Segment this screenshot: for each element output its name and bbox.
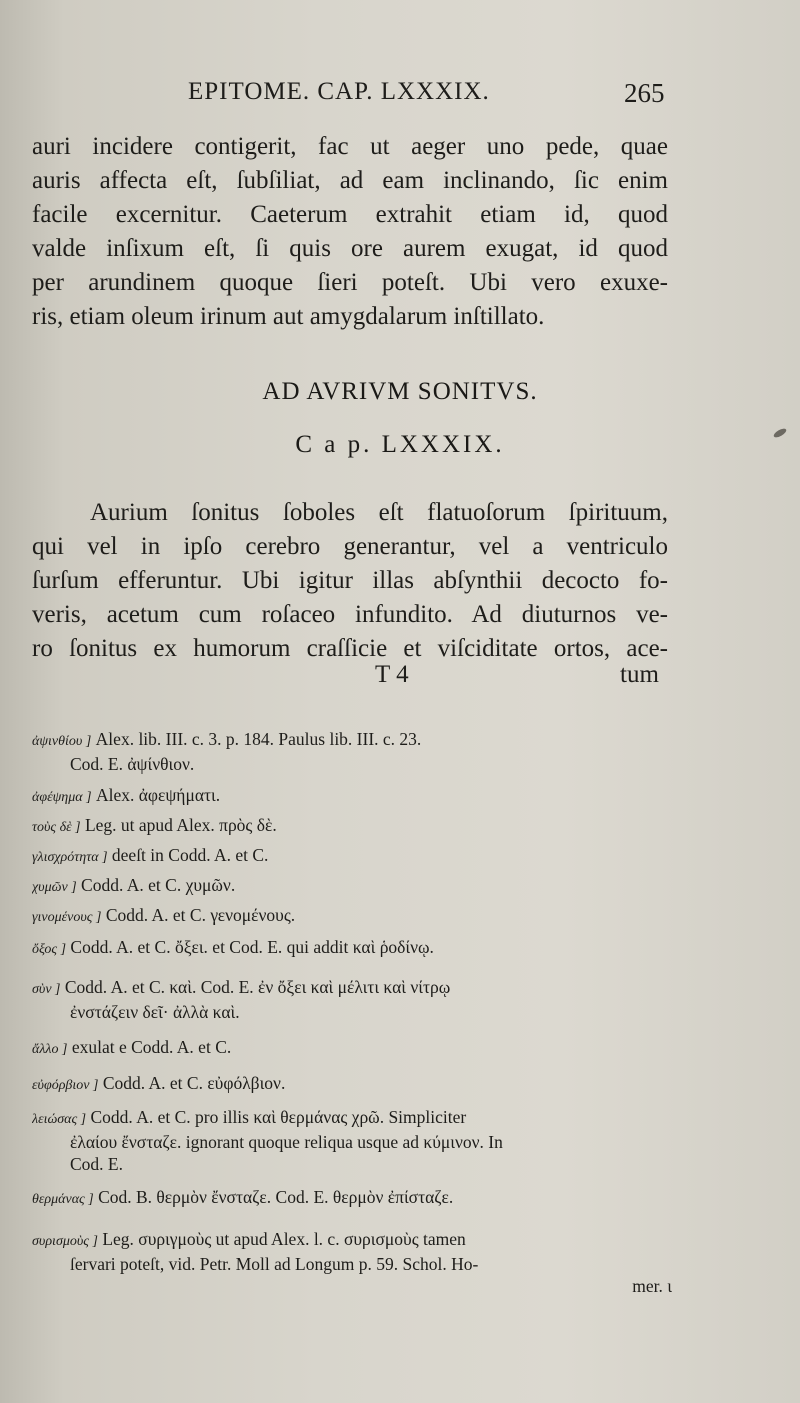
text-line: veris, acetum cum roſaceo infundito. Ad diuturnos ve- — [32, 601, 668, 628]
text-line: facile excernitur. Caeterum extrahit etiam id, quod — [32, 201, 668, 228]
footnote-text: Codd. A. et C. γενομένους. — [105, 905, 296, 925]
chapter-paragraph — [32, 496, 668, 666]
text-line: per arundinem quoque ſieri poteſt. Ubi vero exuxe- — [32, 269, 668, 296]
footnote — [32, 728, 672, 775]
footnote-lemma: χυμῶν ] — [32, 880, 77, 895]
footnote-text: exulat e Codd. A. et C. — [71, 1037, 232, 1057]
section-title: AD AVRIVM SONITVS. — [262, 378, 538, 405]
footnote-lemma: συρισμοὺς ] — [32, 1234, 98, 1249]
footnote — [32, 904, 672, 929]
footnote-lemma: θερμάνας ] — [32, 1192, 94, 1207]
signature-mark: T 4 — [375, 661, 409, 688]
paragraph-continuation — [32, 130, 668, 334]
footnote-lemma: γινομένους ] — [32, 910, 102, 925]
footnote-text: Codd. A. et C. καὶ. Cod. E. ἐν ὄξει καὶ μέλιτι καὶ νίτρῳ — [64, 977, 451, 997]
footnote-text: ἐλαίου ἔνσταζε. ignorant quoque reliqua usque ad κύμινον. In — [70, 1132, 503, 1152]
footnote-text: Codd. A. et C. ὄξει. et Cod. E. qui addit καὶ ῥοδίνῳ. — [70, 937, 434, 957]
footnote-text: Leg. συριγμοὺς ut apud Alex. l. c. συρισμοὺς tamen — [102, 1229, 466, 1249]
footnote — [32, 1106, 672, 1175]
text-line: valde inſixum eſt, ſi quis ore aurem exugat, id quod — [32, 235, 668, 262]
footnote-text: Leg. ut apud Alex. πρὸς δὲ. — [84, 815, 277, 835]
footnote-lemma: εὐφόρβιον ] — [32, 1078, 99, 1093]
footnote-lemma: τοὺς δὲ ] — [32, 820, 81, 835]
footnote-text: Alex. ἀφεψήματι. — [95, 785, 221, 805]
footnote-text: Codd. A. et C. εὐφόλβιον. — [102, 1073, 286, 1093]
footnote-lemma: ἀφέψημα ] — [32, 790, 92, 805]
footnote-text: Codd. A. et C. pro illis καὶ θερμάνας χρῶ. Simpliciter — [90, 1107, 467, 1127]
text-line: auri incidere contigerit, fac ut aeger uno pede, quae — [32, 133, 668, 160]
footnote-text: Cod. B. θερμὸν ἔνσταζε. Cod. E. θερμὸν ἐπίσταζε. — [98, 1187, 454, 1207]
text-line: qui vel in ipſo cerebro generantur, vel a ventriculo — [32, 533, 668, 560]
footnote-lemma: λειώσας ] — [32, 1112, 87, 1127]
footnote-text: Cod. E. — [70, 1154, 123, 1174]
footnote — [32, 1186, 672, 1211]
text-line: auris affecta eſt, ſubſiliat, ad eam inclinando, ſic enim — [32, 167, 668, 194]
text-line: ro ſonitus ex humorum craſſicie et viſciditate ortos, ace- — [32, 635, 668, 662]
text-line: ſurſum efferuntur. Ubi igitur illas abſynthii decocto fo- — [32, 567, 668, 594]
footnote — [32, 814, 672, 839]
footnote-text: Cod. E. ἀψίνθιον. — [70, 754, 195, 774]
footnote-lemma: ἀψινθίου ] — [32, 734, 92, 749]
catchword: tum — [620, 661, 659, 688]
footnote-text: Alex. lib. III. c. 3. p. 184. Paulus lib. III. c. 23. — [95, 729, 422, 749]
footnote-text: ἐνστάζειν δεῖ· ἀλλὰ καὶ. — [70, 1002, 240, 1022]
footnote-lemma: σὺν ] — [32, 982, 61, 997]
footnote — [32, 1036, 672, 1061]
footnote — [32, 976, 672, 1023]
footnote-text: mer. ι — [632, 1276, 672, 1296]
footnote — [32, 1072, 672, 1097]
text-line: ris, etiam oleum irinum aut amygdalarum inſtillato. — [32, 303, 545, 330]
page-number: 265 — [624, 78, 665, 108]
footnote-text: ſervari poteſt, vid. Petr. Moll ad Longum p. 59. Schol. Ho- — [70, 1254, 479, 1274]
footnote — [32, 844, 672, 869]
footnote — [32, 936, 672, 961]
footnote-lemma: γλισχρότητα ] — [32, 850, 108, 865]
footnote-lemma: ἄλλο ] — [32, 1042, 68, 1057]
text-line: Aurium ſonitus ſoboles eſt flatuoſorum ſpirituum, — [90, 499, 668, 526]
running-head-title: EPITOME. CAP. LXXXIX. — [188, 78, 490, 105]
footnote-text: deeſt in Codd. A. et C. — [111, 845, 269, 865]
footnote — [32, 874, 672, 899]
running-head — [0, 78, 800, 114]
footnote — [32, 784, 672, 809]
footnote — [32, 1228, 672, 1297]
chapter-label: C a p. LXXXIX. — [295, 431, 505, 458]
footnote-lemma: ὄξος ] — [32, 942, 67, 957]
footnote-text: Codd. A. et C. χυμῶν. — [81, 875, 236, 895]
